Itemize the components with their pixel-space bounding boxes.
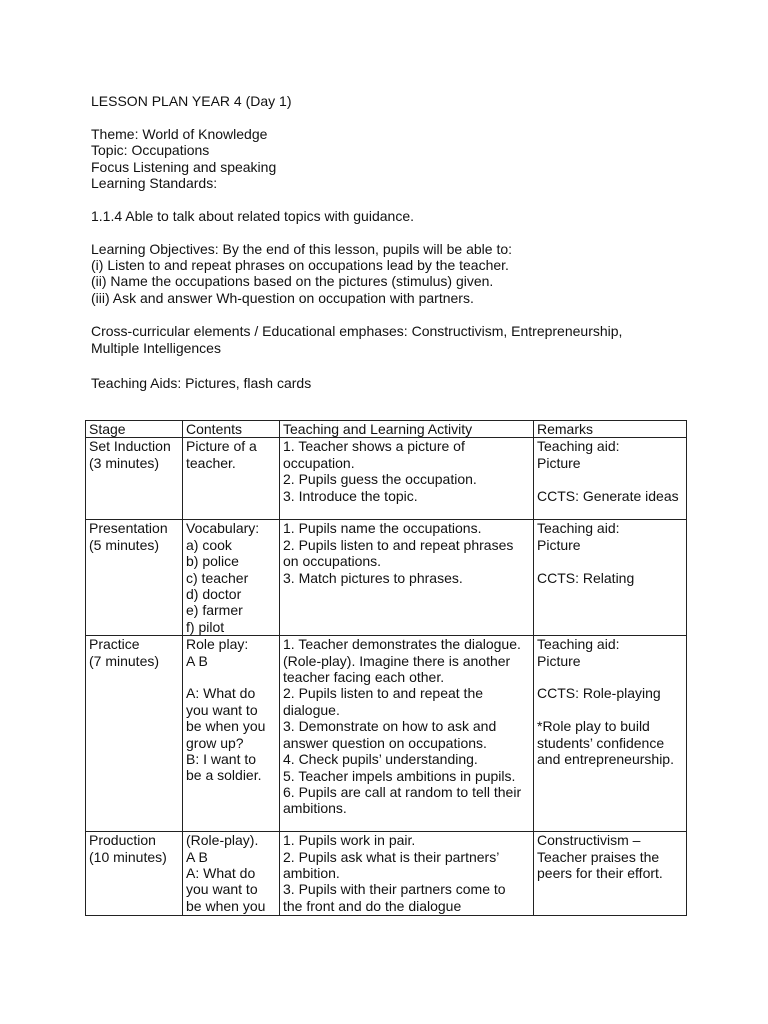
activity-line: (Role-play). Imagine there is another	[283, 652, 511, 669]
remarks-line: peers for their effort.	[537, 865, 663, 882]
topic-line: Topic: Occupations	[91, 142, 210, 158]
contents-line: d) doctor	[186, 586, 242, 603]
cross-curricular-line: Multiple Intelligences	[91, 340, 221, 356]
table-row	[86, 438, 687, 520]
activity-line: 5. Teacher impels ambitions in pupils.	[283, 767, 516, 784]
activity-line: 1. Teacher shows a picture of	[283, 438, 465, 455]
remarks-line: Teacher praises the	[537, 848, 660, 865]
contents-line: you want to	[186, 881, 258, 898]
activity-line: answer question on occupations.	[283, 734, 487, 751]
remarks-line: *Role play to build	[537, 718, 650, 735]
cross-curricular-line: Cross-curricular elements / Educational emphases: Constructivism, Entrepreneurship,	[91, 323, 623, 339]
remarks-line: Picture	[537, 652, 581, 669]
objective-item: (i) Listen to and repeat phrases on occupations lead by the teacher.	[91, 257, 509, 273]
activity-line: 2. Pupils guess the occupation.	[283, 471, 477, 488]
remarks-line: Picture	[537, 536, 581, 553]
activity-line: the front and do the dialogue	[283, 897, 462, 914]
remarks-line	[537, 669, 682, 685]
stage-cell	[86, 832, 183, 916]
activity-line: 4. Check pupils’ understanding.	[283, 751, 478, 768]
activity-line: ambition.	[283, 865, 340, 882]
activity-line: 1. Pupils work in pair.	[283, 832, 416, 849]
objective-item: (iii) Ask and answer Wh-question on occupation with partners.	[91, 290, 474, 306]
remarks-line: CCTS: Generate ideas	[537, 487, 679, 504]
learning-standards-label: Learning Standards:	[91, 175, 218, 191]
header-cell-stage: Stage	[86, 421, 183, 438]
activity-line: 1. Pupils name the occupations.	[283, 520, 482, 537]
lesson-plan-table-body	[86, 421, 687, 916]
theme-line: Theme: World of Knowledge	[91, 126, 268, 142]
table-row	[86, 636, 687, 832]
remarks-line	[537, 553, 682, 569]
activity-cell	[280, 636, 534, 832]
contents-cell	[183, 832, 280, 916]
activity-line: 6. Pupils are call at random to tell their	[283, 783, 522, 800]
objective-item: (ii) Name the occupations based on the pictures (stimulus) given.	[91, 273, 494, 289]
contents-line	[186, 669, 275, 685]
activity-line: 3. Demonstrate on how to ask and	[283, 718, 497, 735]
contents-line: a) cook	[186, 536, 232, 553]
activity-line: occupation.	[283, 454, 355, 471]
remarks-cell	[534, 832, 687, 916]
contents-line: e) farmer	[186, 602, 243, 619]
stage-line: (10 minutes)	[89, 848, 167, 865]
stage-line: Set Induction	[89, 438, 171, 455]
focus-line: Focus Listening and speaking	[91, 159, 277, 175]
contents-line: A: What do	[186, 685, 256, 702]
document-title: LESSON PLAN YEAR 4 (Day 1)	[91, 93, 292, 109]
contents-line: be when you	[186, 718, 266, 735]
activity-line: 2. Pupils listen to and repeat phrases	[283, 536, 514, 553]
stage-line: Presentation	[89, 520, 168, 537]
remarks-line: and entrepreneurship.	[537, 751, 674, 768]
table-row	[86, 832, 687, 916]
table-row	[86, 520, 687, 636]
activity-cell	[280, 520, 534, 636]
remarks-cell	[534, 438, 687, 520]
remarks-line: Picture	[537, 454, 581, 471]
contents-line: you want to	[186, 701, 258, 718]
activity-line: 3. Match pictures to phrases.	[283, 569, 463, 586]
contents-line: be a soldier.	[186, 767, 262, 784]
remarks-line: CCTS: Relating	[537, 569, 635, 586]
activity-line: 3. Pupils with their partners come to	[283, 881, 506, 898]
activity-line: 1. Teacher demonstrates the dialogue.	[283, 636, 521, 653]
contents-line: Role play:	[186, 636, 249, 653]
stage-line: Practice	[89, 636, 140, 653]
contents-cell	[183, 438, 280, 520]
standard-line: 1.1.4 Able to talk about related topics with guidance.	[91, 208, 414, 224]
remarks-line	[537, 702, 682, 718]
table-header-row	[86, 421, 687, 438]
stage-cell	[86, 636, 183, 832]
activity-line: teacher facing each other.	[283, 669, 445, 686]
contents-line: teacher.	[186, 454, 236, 471]
remarks-line: Teaching aid:	[537, 636, 620, 653]
contents-line: b) police	[186, 553, 239, 570]
header-cell-contents: Contents	[183, 421, 280, 438]
stage-line: (3 minutes)	[89, 454, 160, 471]
contents-cell	[183, 520, 280, 636]
contents-line: c) teacher	[186, 569, 249, 586]
stage-cell	[86, 438, 183, 520]
stage-line: Production	[89, 832, 156, 849]
remarks-cell	[534, 520, 687, 636]
remarks-line: students’ confidence	[537, 734, 665, 751]
activity-cell	[280, 438, 534, 520]
activity-line: 2. Pupils ask what is their partners’	[283, 848, 500, 865]
remarks-cell	[534, 636, 687, 832]
activity-cell	[280, 832, 534, 916]
stage-line: (5 minutes)	[89, 536, 160, 553]
contents-line: Picture of a	[186, 438, 257, 455]
contents-line: be when you	[186, 897, 266, 914]
contents-line: A B	[186, 652, 208, 669]
header-cell-remarks: Remarks	[534, 421, 687, 438]
contents-cell	[183, 636, 280, 832]
contents-line: Vocabulary:	[186, 520, 260, 537]
contents-line: A: What do	[186, 865, 256, 882]
activity-line: dialogue.	[283, 701, 340, 718]
contents-line: (Role-play).	[186, 832, 259, 849]
remarks-line: Teaching aid:	[537, 520, 620, 537]
lesson-plan-table	[85, 420, 687, 916]
teaching-aids-line: Teaching Aids: Pictures, flash cards	[91, 375, 312, 391]
remarks-line: CCTS: Role-playing	[537, 685, 661, 702]
remarks-line	[537, 471, 682, 487]
remarks-line: Teaching aid:	[537, 438, 620, 455]
stage-line: (7 minutes)	[89, 652, 160, 669]
contents-line: grow up?	[186, 734, 244, 751]
contents-line: A B	[186, 848, 208, 865]
header-cell-activity: Teaching and Learning Activity	[280, 421, 534, 438]
activity-line: ambitions.	[283, 800, 347, 817]
activity-line: 2. Pupils listen to and repeat the	[283, 685, 484, 702]
activity-line: 3. Introduce the topic.	[283, 487, 418, 504]
stage-cell	[86, 520, 183, 636]
contents-line: B: I want to	[186, 751, 257, 768]
objectives-intro: Learning Objectives: By the end of this lesson, pupils will be able to:	[91, 241, 513, 257]
activity-line: on occupations.	[283, 553, 382, 570]
remarks-line: Constructivism –	[537, 832, 641, 849]
contents-line: f) pilot	[186, 618, 225, 635]
